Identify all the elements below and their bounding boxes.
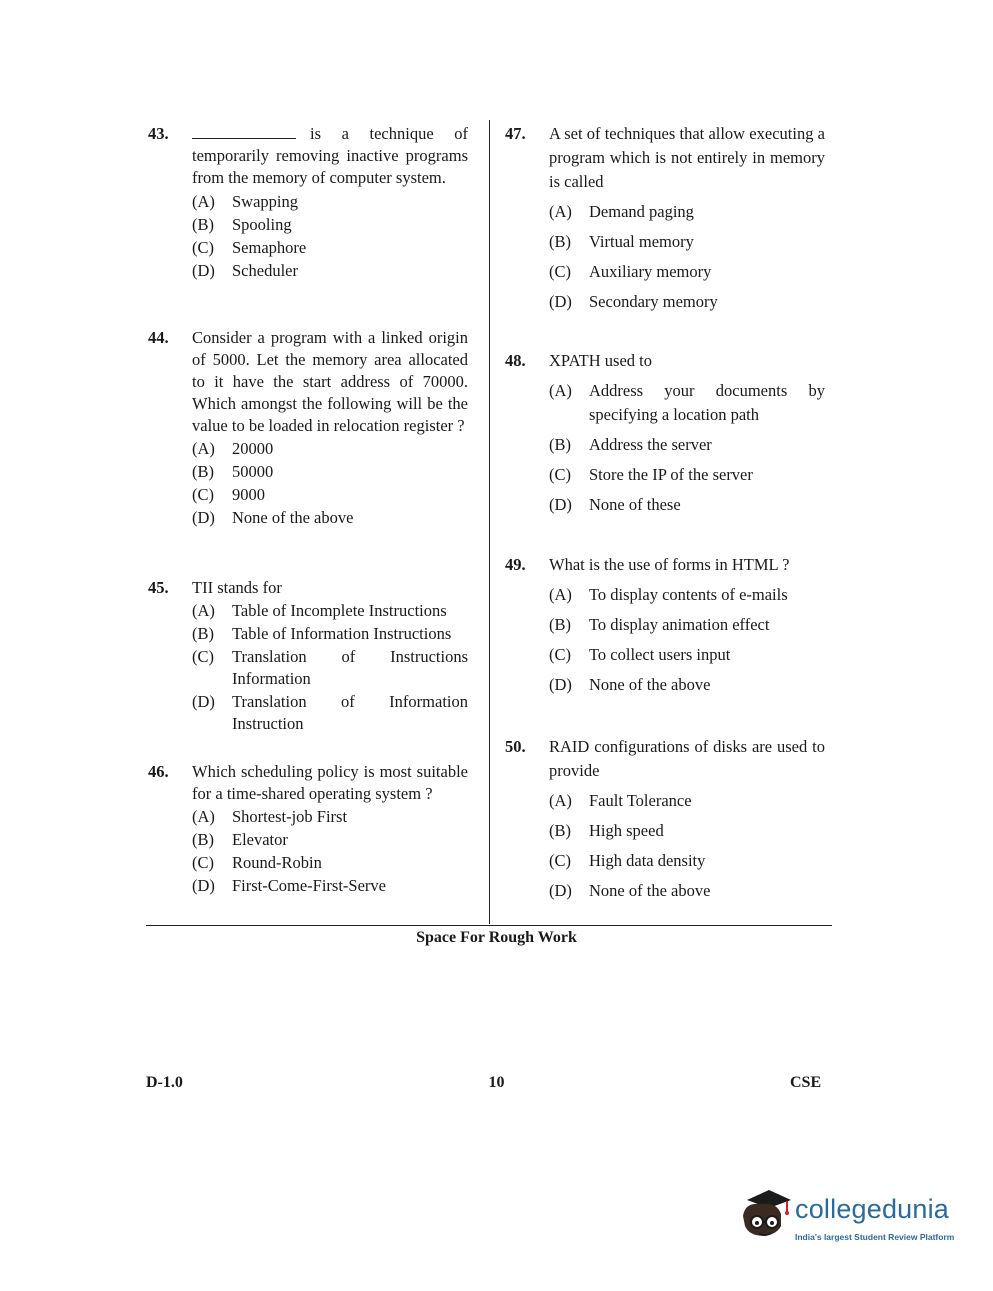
option-d: (D) Translation of Information Instruction: [192, 692, 468, 733]
question-text: A set of techniques that allow executing a program which is not entirely in memory is called: [549, 124, 825, 191]
option-d: (D) Scheduler: [192, 261, 298, 280]
option-d: (D) None of the above: [192, 508, 354, 527]
fill-in-blank: [192, 126, 296, 139]
question-45: [148, 577, 468, 735]
option-c: (C) Auxiliary memory: [549, 262, 712, 281]
option-b: (B) High speed: [549, 821, 664, 840]
option-b: (B) Table of Information Instructions: [192, 624, 452, 643]
option-b: (B) 50000: [192, 462, 274, 481]
question-43: [148, 123, 468, 282]
mascot-icon: [737, 1186, 795, 1250]
option-d: (D) None of these: [549, 495, 681, 514]
question-number: 46.: [148, 762, 169, 781]
option-d: (D) None of the above: [549, 881, 711, 900]
option-c: (C) Semaphore: [192, 238, 307, 257]
option-a: (A) Demand paging: [549, 202, 694, 221]
option-b: (B) Address the server: [549, 435, 712, 454]
option-a: (A) To display contents of e-mails: [549, 585, 788, 604]
option-a: (A) Address your documents by specifying a location path: [549, 381, 825, 424]
rough-work-label: Space For Rough Work: [416, 929, 577, 946]
question-50: [505, 735, 825, 903]
option-a: (A) 20000: [192, 439, 274, 458]
logo-tagline: India's largest Student Review Platform: [795, 1232, 955, 1242]
question-number: 49.: [505, 555, 526, 574]
option-a: (A) Shortest-job First: [192, 807, 348, 826]
option-c: (C) Translation of Instructions Information: [192, 647, 468, 688]
question-number: 48.: [505, 351, 526, 370]
question-48: [505, 349, 825, 517]
option-b: (B) To display animation effect: [549, 615, 770, 634]
question-text: XPATH used to: [549, 351, 652, 370]
question-text: Consider a program with a linked origin of 5000. Let the memory area allocated to it have the start address of 70000. Which amongst the following will be the value to be loaded in relocation register ?: [192, 328, 468, 435]
option-c: (C) To collect users input: [549, 645, 731, 664]
option-d: (D) First-Come-First-Serve: [192, 876, 386, 895]
option-b: (B) Elevator: [192, 830, 288, 849]
option-c: (C) Store the IP of the server: [549, 465, 753, 484]
option-c: (C) 9000: [192, 485, 265, 504]
footer-subject: CSE: [790, 1074, 822, 1091]
logo-name: collegedunia: [795, 1194, 950, 1224]
collegedunia-logo: [737, 1186, 962, 1250]
question-number: 47.: [505, 124, 526, 143]
question-44: [148, 327, 468, 529]
question-number: 43.: [148, 124, 169, 143]
footer-code: D-1.0: [146, 1074, 183, 1091]
option-c: (C) Round-Robin: [192, 853, 322, 872]
option-d: (D) None of the above: [549, 675, 711, 694]
option-a: (A) Swapping: [192, 192, 298, 211]
column-divider: [489, 120, 490, 924]
page-number: 10: [488, 1074, 505, 1091]
rough-work-rule: [146, 925, 832, 926]
question-number: 44.: [148, 328, 169, 347]
option-d: (D) Secondary memory: [549, 292, 718, 311]
question-49: [505, 553, 825, 697]
option-b: (B) Spooling: [192, 215, 292, 234]
question-text: Which scheduling policy is most suitable for a time-shared operating system ?: [192, 762, 468, 803]
question-text: is a technique of temporarily removing inactive programs from the memory of computer system.: [192, 124, 468, 187]
option-c: (C) High data density: [549, 851, 706, 870]
question-number: 45.: [148, 578, 169, 597]
question-text: What is the use of forms in HTML ?: [549, 555, 790, 574]
question-46: [148, 761, 468, 897]
question-number: 50.: [505, 737, 526, 756]
question-47: [505, 122, 825, 314]
option-a: (A) Fault Tolerance: [549, 791, 692, 810]
question-text: TII stands for: [192, 578, 282, 597]
question-text: RAID configurations of disks are used to provide: [549, 737, 825, 780]
option-b: (B) Virtual memory: [549, 232, 694, 251]
option-a: (A) Table of Incomplete Instructions: [192, 601, 447, 620]
